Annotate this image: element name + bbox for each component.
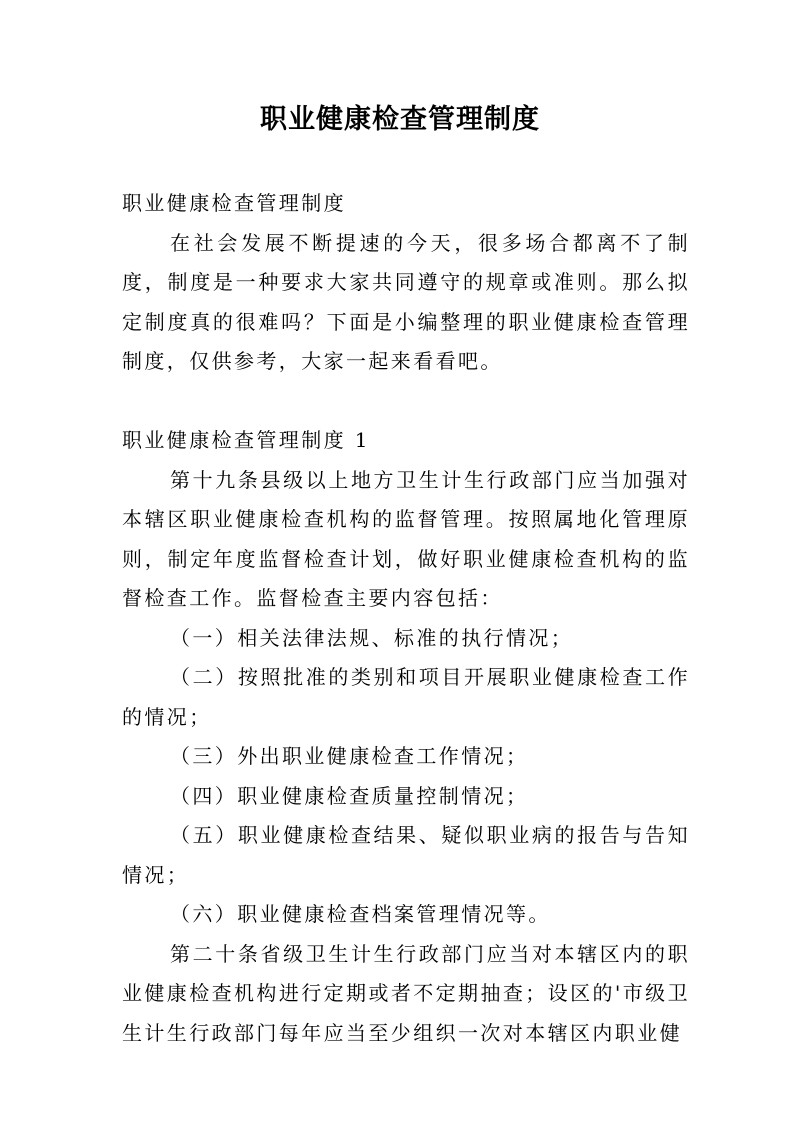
list-item-6: （六）职业健康检查档案管理情况等。: [170, 902, 551, 926]
list-item-5: （五）职业健康检查结果、疑似职业病的报告与告知情况；: [122, 823, 690, 887]
paragraph-spacer: [122, 382, 690, 422]
list-item-1: （一）相关法律法规、标准的执行情况；: [170, 625, 574, 650]
intro-heading: 职业健康检查管理制度: [122, 191, 346, 215]
article-19-paragraph: 第十九条县级以上地方卫生计生行政部门应当加强对本辖区职业健康检查机构的监督管理。按照属地化管理原则，制定年度监督检查计划，做好职业健康检查机构的监督检查工作。监督检查主要内容包括：: [122, 467, 690, 610]
document-body: [122, 184, 690, 1053]
list-item-4: （四）职业健康检查质量控制情况；: [170, 783, 529, 808]
document-title: 职业健康检查管理制度: [260, 104, 540, 135]
intro-paragraph: 在社会发展不断提速的今天，很多场合都离不了制度，制度是一种要求大家共同遵守的规章或准则。那么拟定制度真的很难吗？下面是小编整理的职业健康检查管理制度，仅供参考，大家一起来看看吧。: [122, 230, 690, 373]
article-20-paragraph: 第二十条省级卫生计生行政部门应当对本辖区内的职业健康检查机构进行定期或者不定期抽查；设区的'市级卫生计生行政部门每年应当至少组织一次对本辖区内职业健: [122, 941, 690, 1045]
section-heading-1: 职业健康检查管理制度 1: [122, 428, 370, 452]
list-item-3: （三）外出职业健康检查工作情况；: [170, 744, 529, 768]
list-item-2: （二）按照批准的类别和项目开展职业健康检查工作的情况；: [122, 665, 690, 729]
